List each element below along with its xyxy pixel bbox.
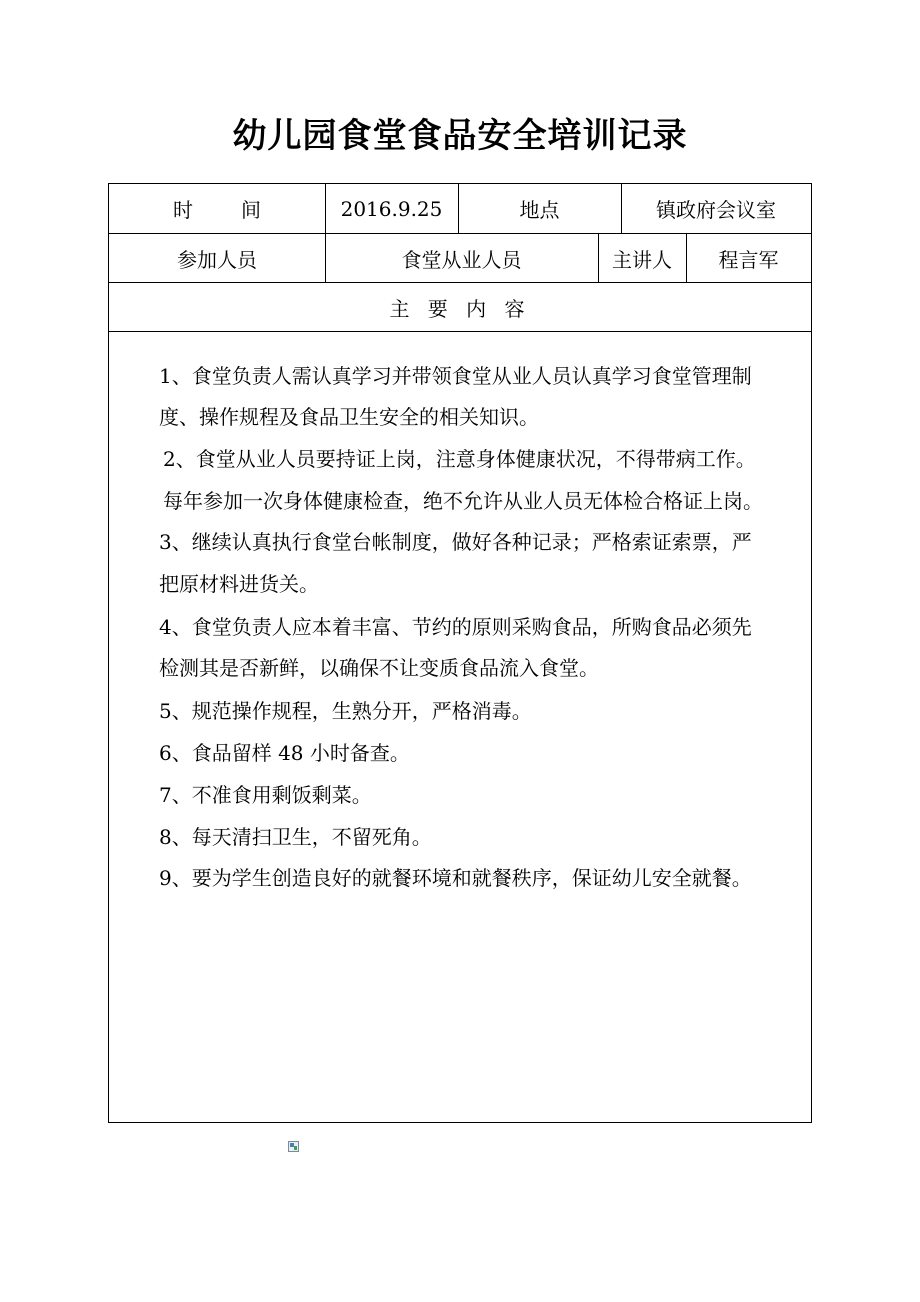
content-body bbox=[109, 332, 811, 1122]
content-line: 2、食堂从业人员要持证上岗，注意身体健康状况，不得带病工作。 bbox=[163, 447, 756, 471]
content-line: 9、要为学生创造良好的就餐环境和就餐秩序，保证幼儿安全就餐。 bbox=[159, 866, 752, 890]
time-label-char-1: 时 bbox=[173, 198, 193, 222]
place-value: 镇政府会议室 bbox=[656, 198, 776, 222]
place-label: 地点 bbox=[519, 198, 560, 222]
content-header: 主 要 内 容 bbox=[389, 296, 531, 321]
speaker-value: 程言军 bbox=[718, 247, 779, 272]
content-line: 8、每天清扫卫生，不留死角。 bbox=[159, 825, 432, 849]
time-value: 2016.9.25 bbox=[340, 196, 443, 221]
content-line: 把原材料进货关。 bbox=[159, 572, 319, 596]
content-line: 3、继续认真执行食堂台帐制度，做好各种记录；严格索证索票，严 bbox=[159, 530, 752, 554]
table-row-participants bbox=[109, 234, 811, 283]
time-label-char-2: 间 bbox=[241, 198, 261, 222]
content-line: 7、不准食用剩饭剩菜。 bbox=[159, 783, 372, 807]
content-line: 1、食堂负责人需认真学习并带领食堂从业人员认真学习食堂管理制 bbox=[159, 364, 752, 388]
content-line: 4、食堂负责人应本着丰富、节约的原则采购食品，所购食品必须先 bbox=[159, 615, 752, 639]
document-title: 幼儿园食堂食品安全培训记录 bbox=[232, 116, 688, 156]
content-line: 5、规范操作规程，生熟分开，严格消毒。 bbox=[159, 699, 532, 723]
content-line: 每年参加一次身体健康检查，绝不允许从业人员无体检合格证上岗。 bbox=[163, 489, 763, 513]
content-line: 6、食品留样 48 小时备查。 bbox=[159, 741, 410, 765]
content-line: 度、操作规程及食品卫生安全的相关知识。 bbox=[159, 405, 539, 429]
content-line: 检测其是否新鲜，以确保不让变质食品流入食堂。 bbox=[159, 656, 599, 680]
small-image-icon bbox=[288, 1141, 299, 1152]
table-row-time-place bbox=[109, 184, 811, 234]
time-label-cell bbox=[109, 184, 325, 233]
table-row-content-header bbox=[109, 283, 811, 332]
participants-value: 食堂从业人员 bbox=[401, 247, 522, 272]
speaker-label: 主讲人 bbox=[612, 247, 672, 272]
participants-label: 参加人员 bbox=[177, 247, 257, 272]
training-record-table bbox=[108, 183, 812, 1123]
